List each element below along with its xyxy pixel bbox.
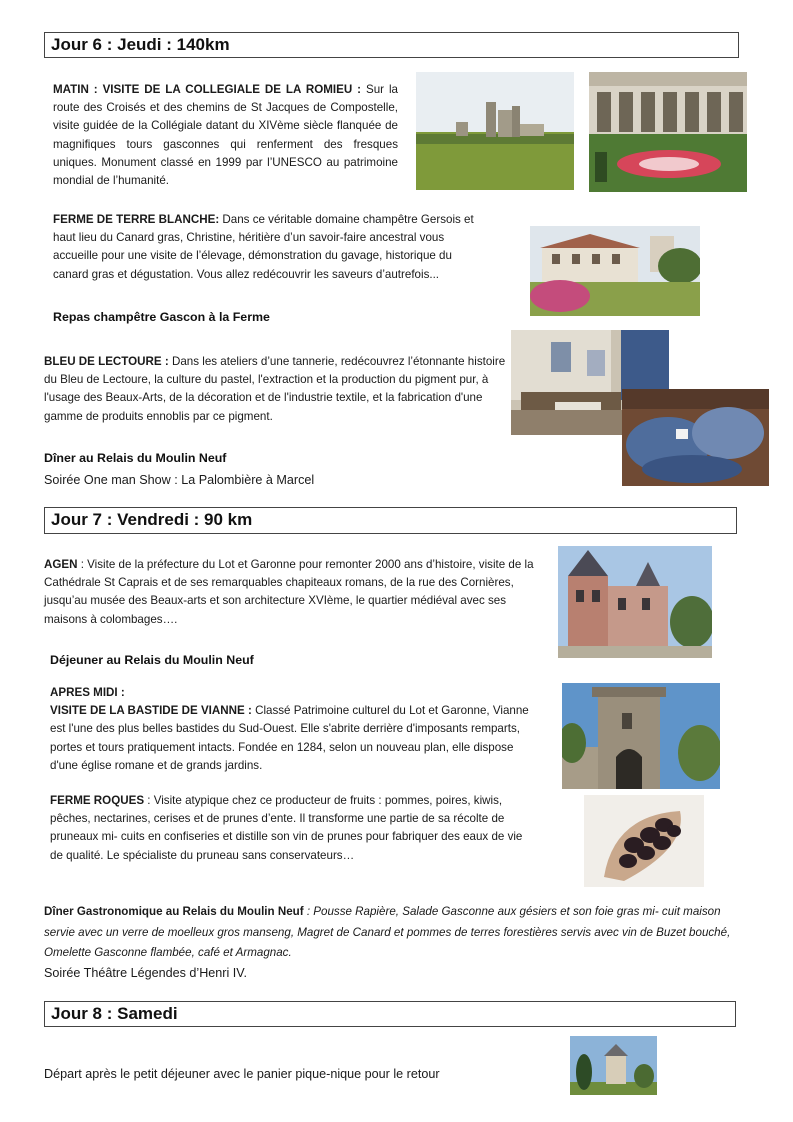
diner-gastro-menu: : Pousse Rapière, Salade Gasconne aux gésiers et son foie gras mi- cuit maison servie avec un verre de moelleux gros manseng, Magret de Canard et pommes de terres forestières servis avec vin de Buzet bouché, Omelette Gasconne flambée, café et Armagnac. (44, 905, 731, 959)
romieu-title: MATIN : VISITE DE LA COLLEGIALE DE LA ROMIEU : (53, 83, 362, 96)
agen-title: AGEN (44, 558, 78, 571)
cloister-garden-photo (589, 72, 747, 192)
vianne-paragraph (50, 684, 537, 775)
ferme-text: Dans ce véritable domaine champêtre Gersois et haut lieu du Canard gras, Christine, héritière d’un savoir-faire ancestral vous accueille pour une visite de l’élevage, démonstration du gavage, historique du canard gras et dégustation. Vous allez redécouvrir les saveurs d’autrefois... (53, 213, 474, 281)
day8-header: Jour 8 : Samedi (44, 1001, 736, 1027)
agen-paragraph (44, 556, 537, 629)
bleu-paragraph (44, 353, 506, 426)
farmhouse-photo (530, 226, 700, 316)
prunes-photo (584, 795, 704, 887)
pastel-fabrics-photo (622, 389, 769, 486)
bleu-text: Dans les ateliers d’une tannerie, redécouvrez l’étonnante histoire du Bleu de Lectoure, la culture du pastel, l'extraction et la production du pigment pur, à l'usage des Beaux-Arts, de la décoration et de l'industrie textile, et la fabrication d'une gamme de produits ennoblis par ce pigment. (44, 355, 506, 423)
day8-text: Départ après le petit déjeuner avec le panier pique-nique pour le retour (44, 1067, 440, 1081)
diner-gastro-paragraph (44, 902, 739, 964)
romieu-paragraph (53, 81, 398, 190)
day6-soiree: Soirée One man Show : La Palombière à Marcel (44, 473, 315, 487)
repas-label: Repas champêtre Gascon à la Ferme (53, 310, 270, 324)
dejeuner-label: Déjeuner au Relais du Moulin Neuf (50, 653, 254, 667)
vianne-title: VISITE DE LA BASTIDE DE VIANNE : (50, 704, 252, 718)
romieu-landscape-photo (416, 72, 574, 190)
roques-text: : Visite atypique chez ce producteur de fruits : pommes, poires, kiwis, pêches, nectarines, cerises et de prunes d’ente. Il transforme une partie de sa récolte de pruneaux mi- cuits en confiseries et distille son vin de prunes pour fabriquer des eaux de vie de qualité. Le spécialiste du pruneau sans conservateurs… (50, 794, 523, 862)
agen-chateau-photo (558, 546, 712, 658)
roques-title: FERME ROQUES (50, 794, 145, 807)
vianne-text: Classé Patrimoine culturel du Lot et Garonne, Vianne est l'une des plus belles bastides du Sud-Ouest. Elle s'abrite derrière d'imposants remparts, portes et tours pratiquement intacts. Fondée en 1284, selon un nouveau plan, elle dispose d'une église romane et de grands jardins. (50, 704, 529, 772)
ferme-title: FERME DE TERRE BLANCHE: (53, 213, 220, 226)
apres-midi-label: APRES MIDI : (50, 686, 125, 699)
bleu-title: BLEU DE LECTOURE : (44, 355, 169, 368)
vianne-gate-photo (562, 683, 720, 789)
agen-text: : Visite de la préfecture du Lot et Garonne pour remonter 2000 ans d’histoire, visite de la Cathédrale St Caprais et de ses remarquables chapiteaux romans, de la rue des Cornières, jusqu’au musée des Beaux-arts et son architecture XVIème, le quartier médiéval avec ses maisons à colombages…. (44, 558, 534, 626)
pigeonnier-photo (570, 1036, 657, 1095)
diner-gastro-title: Dîner Gastronomique au Relais du Moulin Neuf (44, 905, 304, 918)
ferme-paragraph (53, 211, 483, 284)
day7-soiree: Soirée Théâtre Légendes d’Henri IV. (44, 966, 248, 980)
day6-diner-label: Dîner au Relais du Moulin Neuf (44, 451, 227, 465)
roques-paragraph (50, 792, 537, 865)
day7-header: Jour 7 : Vendredi : 90 km (44, 507, 737, 534)
romieu-text: Sur la route des Croisés et des chemins de St Jacques de Compostelle, visite guidée de la Collégiale datant du XIVème siècle flanquée de magnifiques tours gasconnes qui renferment des fresques uniques. Monument classé en 1999 par l’UNESCO au patrimoine mondial de l’humanité. (53, 83, 398, 188)
day6-header: Jour 6 : Jeudi : 140km (44, 32, 739, 58)
